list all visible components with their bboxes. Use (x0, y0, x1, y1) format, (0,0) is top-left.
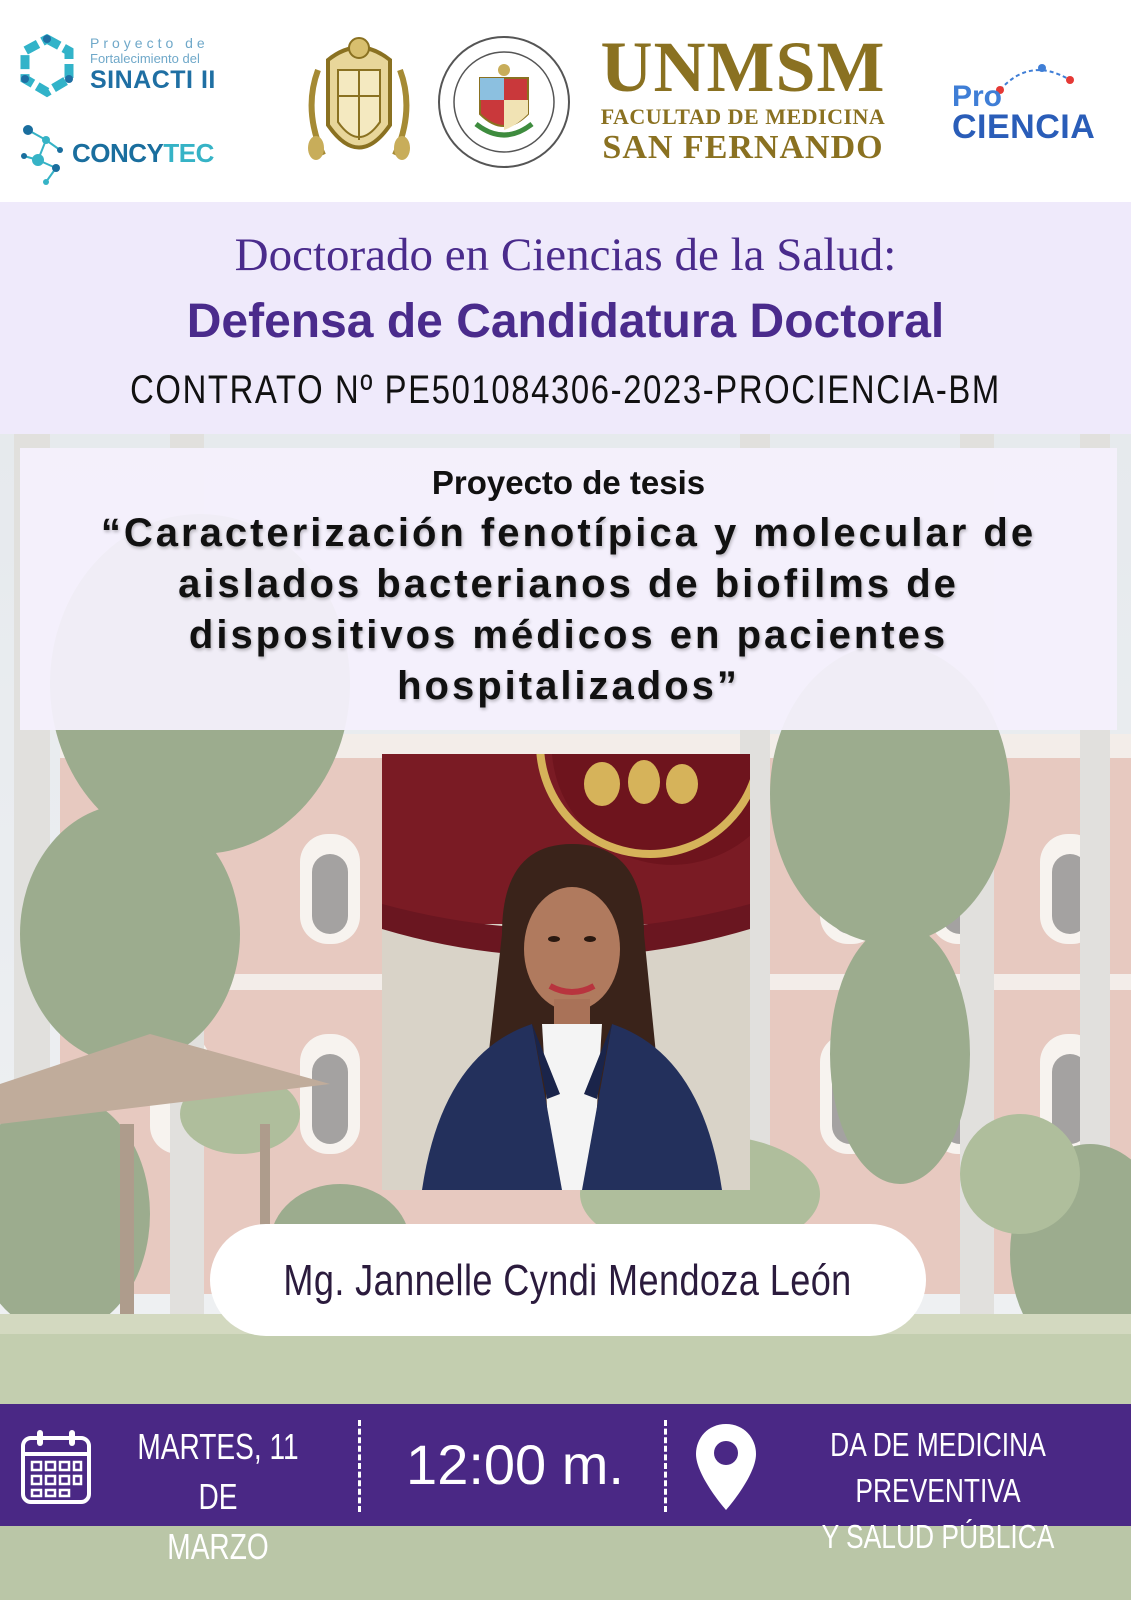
faculty-name-line1: FACULTAD DE MEDICINA (600, 104, 886, 129)
location-pin-icon (694, 1422, 758, 1512)
calendar-icon (20, 1428, 92, 1506)
concytec-part2: TEC (163, 138, 214, 168)
contract-number: CONTRATO Nº PE501084306-2023-PROCIENCIA-BM (130, 368, 1001, 412)
concytec-logo (16, 120, 266, 186)
event-date (132, 1422, 304, 1572)
event-time: 12:00 m. (406, 1433, 624, 1496)
event-place-line1: DA DE MEDICINA PREVENTIVA (830, 1426, 1046, 1509)
event-title: Defensa de Candidatura Doctoral (186, 295, 945, 348)
event-place (797, 1422, 1079, 1560)
concytec-part1: CONCY (72, 138, 164, 168)
sinacti-logo (14, 32, 254, 102)
event-place-line2: Y SALUD PÚBLICA (821, 1518, 1055, 1555)
prociencia-ciencia: CIENCIA (952, 108, 1096, 146)
sinacti-name: SINACTI II (90, 66, 216, 94)
event-date-line2: MARZO (167, 1526, 269, 1567)
thesis-label: Proyecto de tesis (431, 464, 706, 501)
faculty-name-line2: SAN FERNANDO (602, 129, 884, 166)
presenter-photo (382, 754, 750, 1190)
event-date-line1: MARTES, 11 DE (137, 1426, 299, 1517)
prociencia-pro: Pro (952, 80, 1003, 113)
thesis-box (20, 448, 1117, 730)
presenter-name: Mg. Jannelle Cyndi Mendoza León (283, 1256, 853, 1305)
sinacti-line2: Fortalecimiento del (90, 51, 200, 66)
concytec-text (72, 138, 214, 169)
concytec-logo-icon (16, 120, 72, 186)
sinacti-logo-icon (14, 34, 80, 100)
unmsm-crest-icon (298, 30, 420, 176)
sinacti-line1: Proyecto de (90, 35, 209, 51)
unmsm-acronym: UNMSM (600, 27, 886, 107)
unmsm-logo (588, 27, 898, 172)
prociencia-logo-icon (990, 60, 1110, 100)
separator-2 (664, 1420, 667, 1512)
separator-1 (358, 1420, 361, 1512)
faculty-seal-icon (436, 34, 572, 170)
header-logos (0, 0, 1131, 202)
presenter-portrait-illustration (382, 754, 750, 1190)
thesis-title: “Caracterización fenotípica y molecular de aislados bacterianos de biofilms de dispositivos médicos en pacientes hospitalizados” (100, 511, 1037, 708)
event-info-bar (0, 1404, 1131, 1567)
presenter-name-pill (210, 1224, 926, 1336)
program-title: Doctorado en Ciencias de la Salud: (234, 229, 897, 281)
sinacti-subtitle (90, 36, 209, 66)
prociencia-logo (950, 60, 1120, 150)
title-band (0, 202, 1131, 434)
